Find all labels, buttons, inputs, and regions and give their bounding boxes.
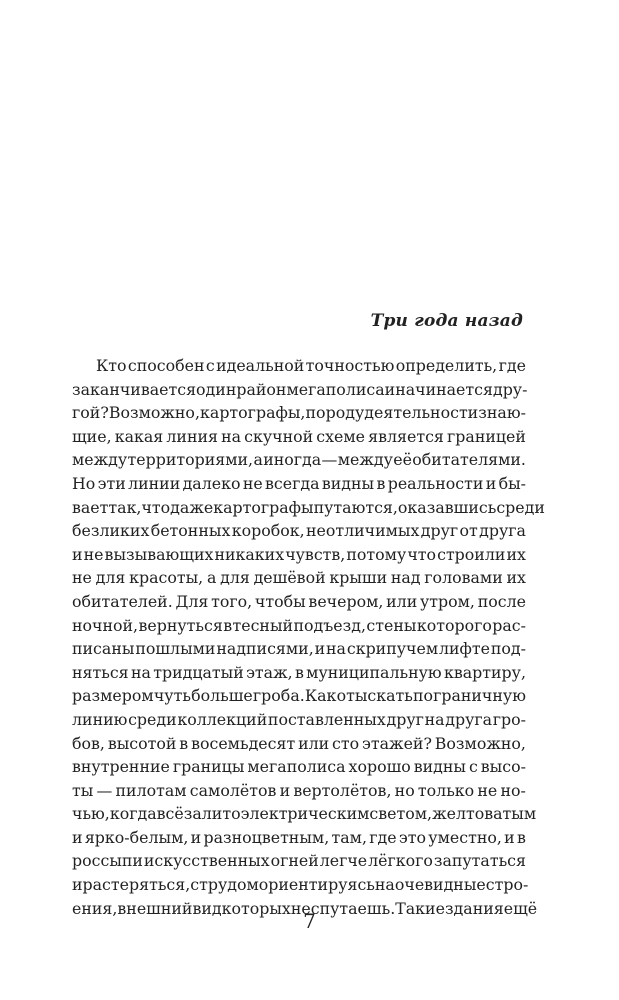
text-word: под-	[490, 639, 526, 659]
text-word: там,	[331, 827, 367, 847]
text-word: скучной	[244, 426, 314, 446]
text-word: точностью	[305, 356, 395, 375]
text-word: уместно,	[428, 827, 502, 847]
text-word: для	[220, 568, 250, 588]
text-line	[72, 566, 526, 590]
text-word: идеальной	[216, 356, 305, 375]
text-word: вернуться	[138, 615, 223, 635]
text-word: или	[386, 591, 418, 611]
text-word: друг	[386, 709, 424, 729]
text-word: один	[196, 379, 237, 399]
text-line	[72, 802, 537, 826]
text-word: не	[290, 898, 311, 918]
text-word: когда	[109, 804, 157, 824]
text-word: гро-	[492, 709, 526, 729]
text-word: разноцветным,	[203, 827, 330, 847]
text-word: на	[374, 875, 395, 895]
text-word: утром,	[419, 591, 475, 611]
text-word: ещё	[503, 898, 538, 918]
text-word: и	[504, 827, 515, 847]
text-word: очевидные	[394, 875, 486, 895]
text-word: запутаться	[433, 851, 526, 871]
text-word: видны	[321, 473, 375, 493]
text-word: где	[498, 356, 526, 375]
text-line	[72, 425, 526, 449]
text-word: путаются,	[313, 497, 398, 517]
text-word: чуть	[153, 686, 191, 706]
text-line	[72, 873, 529, 897]
text-word: границы	[172, 757, 245, 777]
text-word: среди	[496, 497, 545, 517]
text-word: стро-	[485, 875, 529, 895]
text-word: высотой	[107, 733, 177, 753]
text-word: хорошо	[348, 757, 411, 777]
text-word: легче	[319, 851, 368, 871]
text-line	[72, 637, 526, 661]
text-word: район	[236, 379, 287, 399]
text-word: между	[72, 450, 128, 470]
text-word: ения,	[72, 898, 118, 918]
text-word: какая	[114, 426, 164, 446]
text-word: границей	[447, 426, 526, 446]
text-word: друг	[420, 521, 459, 541]
text-line	[72, 590, 526, 614]
text-word: схеме	[316, 426, 366, 446]
text-word: искусственных	[143, 851, 270, 871]
text-word: но	[394, 780, 415, 800]
text-word: над	[390, 568, 421, 588]
text-word: внутренние	[72, 757, 170, 777]
text-word: заканчивается	[72, 379, 197, 399]
text-line	[72, 661, 526, 685]
text-line	[72, 472, 526, 496]
text-word: коробок,	[231, 521, 305, 541]
page-number: 7	[303, 909, 316, 933]
text-word: всегда	[265, 473, 320, 493]
text-word: желтоватым	[432, 804, 537, 824]
text-word: квартиру,	[443, 662, 526, 682]
text-word: и	[72, 875, 83, 895]
text-word: поставленных	[267, 709, 386, 729]
text-line	[72, 684, 526, 708]
text-word: между	[337, 450, 393, 470]
text-word: вертолётов,	[293, 780, 392, 800]
text-word: головами	[424, 568, 503, 588]
text-word: самолётов	[189, 780, 277, 800]
text-word: дешёвой	[253, 568, 326, 588]
text-word: залито	[183, 804, 241, 824]
text-word: а	[206, 568, 217, 588]
text-word: это	[398, 827, 427, 847]
text-word: их	[506, 544, 526, 564]
text-line	[72, 496, 545, 520]
text-word: щие,	[72, 426, 112, 446]
text-word: для	[95, 568, 126, 588]
text-word: в	[516, 827, 526, 847]
text-word: отыскать	[336, 686, 413, 706]
text-word: безликих	[72, 521, 150, 541]
text-word: огней	[270, 851, 319, 871]
text-word: а	[253, 450, 263, 470]
text-word: в	[179, 733, 189, 753]
text-word: этажей?	[362, 733, 432, 753]
text-line	[72, 614, 526, 638]
text-word: подъезд,	[293, 615, 366, 635]
text-word: и	[279, 780, 291, 800]
text-word: красоты,	[129, 568, 204, 588]
text-word: Возможно,	[434, 733, 526, 753]
text-word: даже	[170, 497, 214, 517]
text-word: иногда	[263, 450, 322, 470]
text-word: и	[485, 473, 497, 493]
text-word: в	[294, 662, 304, 682]
text-word: эти	[97, 473, 126, 493]
text-word: —	[321, 450, 338, 470]
text-word: вид	[192, 898, 222, 918]
text-line	[72, 448, 526, 472]
text-word: далеко	[182, 473, 241, 493]
text-word: или	[298, 733, 330, 753]
text-word: бов,	[72, 733, 105, 753]
text-word: строили	[437, 544, 506, 564]
text-word: где	[369, 827, 397, 847]
text-word: знаю-	[478, 403, 526, 423]
text-word: мегаполиса	[247, 757, 346, 777]
text-line	[72, 779, 526, 803]
text-word: Возможно,	[108, 403, 200, 423]
text-word: обитателей.	[72, 591, 173, 611]
text-word: вечером,	[308, 591, 384, 611]
text-word: друга	[445, 709, 493, 729]
text-word: потому	[346, 544, 407, 564]
text-word: на	[326, 639, 346, 659]
text-line	[72, 519, 526, 543]
text-word: только	[417, 780, 475, 800]
text-word: которых	[221, 898, 291, 918]
text-line	[72, 354, 526, 378]
text-word: с	[190, 875, 200, 895]
text-word: видны	[413, 757, 466, 777]
text-word: всё	[156, 804, 184, 824]
text-word: вает	[72, 497, 109, 517]
text-word: ярко-белым,	[84, 827, 189, 847]
text-word: ориентируясь	[258, 875, 375, 895]
text-word: рас-	[492, 615, 526, 635]
text-word: бетонных	[150, 521, 231, 541]
text-word: и	[190, 827, 202, 847]
text-word: высо-	[480, 757, 526, 777]
text-word: лифте	[438, 639, 491, 659]
text-word: писаны	[72, 639, 135, 659]
text-word: россыпи	[72, 851, 143, 871]
chapter-epigraph: Три года назад	[370, 311, 523, 331]
text-word: чтобы	[254, 591, 306, 611]
text-word: скрипучем	[346, 639, 439, 659]
text-word: пилотам	[115, 780, 187, 800]
text-word: их	[506, 568, 526, 588]
text-word: друга	[479, 521, 526, 541]
text-word: здания	[444, 898, 504, 918]
text-word: стены	[366, 615, 417, 635]
text-word: определить,	[395, 356, 498, 375]
text-word: и	[72, 827, 83, 847]
text-word: что	[141, 497, 171, 517]
text-word: Такие	[395, 898, 445, 918]
text-word: спутаешь.	[310, 898, 396, 918]
text-word: размером	[72, 686, 154, 706]
text-word: на	[130, 662, 151, 682]
text-word: вызывающих	[104, 544, 214, 564]
text-word: на	[221, 426, 242, 446]
text-line	[72, 826, 526, 850]
text-line	[72, 378, 526, 402]
text-word: неотличимых	[305, 521, 420, 541]
text-word: не	[83, 544, 104, 564]
text-word: не	[242, 473, 263, 493]
text-line	[72, 849, 526, 873]
text-line	[72, 543, 526, 567]
text-word: чувств,	[285, 544, 346, 564]
text-word: так,	[108, 497, 142, 517]
text-word: чью,	[72, 804, 110, 824]
text-word: территориями,	[127, 450, 254, 470]
text-word: по	[305, 403, 326, 423]
text-word: картографы,	[200, 403, 306, 423]
text-word: с	[468, 757, 478, 777]
text-word: и	[72, 544, 83, 564]
text-word: но-	[500, 780, 526, 800]
text-word: и	[314, 639, 326, 659]
text-word: реальности	[387, 473, 484, 493]
text-word: того,	[211, 591, 253, 611]
text-word: её	[393, 450, 412, 470]
text-word: роду	[325, 403, 365, 423]
text-word: трудом	[199, 875, 259, 895]
text-line	[72, 732, 526, 756]
text-word: линия	[166, 426, 218, 446]
body-paragraph	[72, 354, 545, 920]
text-word: в	[376, 473, 386, 493]
text-word: что	[407, 544, 437, 564]
text-word: крыши	[329, 568, 388, 588]
text-word: внешний	[117, 898, 193, 918]
text-word: картографы	[213, 497, 314, 517]
text-word: дру-	[492, 379, 528, 399]
text-word: не	[72, 568, 92, 588]
text-word: от	[459, 521, 478, 541]
text-word: оказавшись	[397, 497, 497, 517]
text-word: ты	[72, 780, 94, 800]
text-word: ночной,	[72, 615, 139, 635]
text-word: сто	[332, 733, 360, 753]
text-word: никаких	[214, 544, 285, 564]
text-word: обитателями.	[412, 450, 526, 470]
text-word: этаж,	[246, 662, 293, 682]
text-word: не	[477, 780, 498, 800]
text-word: пошлыми	[135, 639, 216, 659]
text-word: гроба.	[252, 686, 305, 706]
text-word: —	[96, 780, 113, 800]
text-word: Кто	[96, 356, 127, 375]
text-word: пограничную	[413, 686, 526, 706]
text-word: после	[477, 591, 526, 611]
text-word: является	[368, 426, 444, 446]
text-word: светом,	[369, 804, 433, 824]
text-word: растеряться,	[82, 875, 191, 895]
text-word: электрическим	[240, 804, 370, 824]
text-word: коллекций	[177, 709, 268, 729]
text-line	[72, 708, 526, 732]
text-word: Как	[304, 686, 337, 706]
text-word: надписями,	[216, 639, 314, 659]
text-word: способен	[127, 356, 205, 375]
text-word: линию	[72, 709, 128, 729]
text-word: Для	[175, 591, 209, 611]
text-word: муниципальную	[306, 662, 442, 682]
text-word: Но	[72, 473, 96, 493]
text-word: линии	[128, 473, 181, 493]
text-line	[72, 755, 526, 779]
text-word: тридцатый	[153, 662, 244, 682]
text-word: которого	[416, 615, 492, 635]
text-word: гой?	[72, 403, 109, 423]
text-word: больше	[191, 686, 253, 706]
text-word: деятельности	[364, 403, 479, 423]
text-word: мегаполиса	[286, 379, 385, 399]
text-word: лёгкого	[368, 851, 433, 871]
text-word: тесный	[232, 615, 294, 635]
text-word: среди	[128, 709, 177, 729]
text-word: восемьдесят	[191, 733, 296, 753]
text-word: с	[205, 356, 215, 375]
text-word: и	[384, 379, 396, 399]
text-word: бы-	[498, 473, 526, 493]
text-word: начинается	[395, 379, 493, 399]
text-line	[72, 401, 526, 425]
text-word: в	[223, 615, 233, 635]
text-word: няться	[72, 662, 129, 682]
text-word: на	[424, 709, 445, 729]
